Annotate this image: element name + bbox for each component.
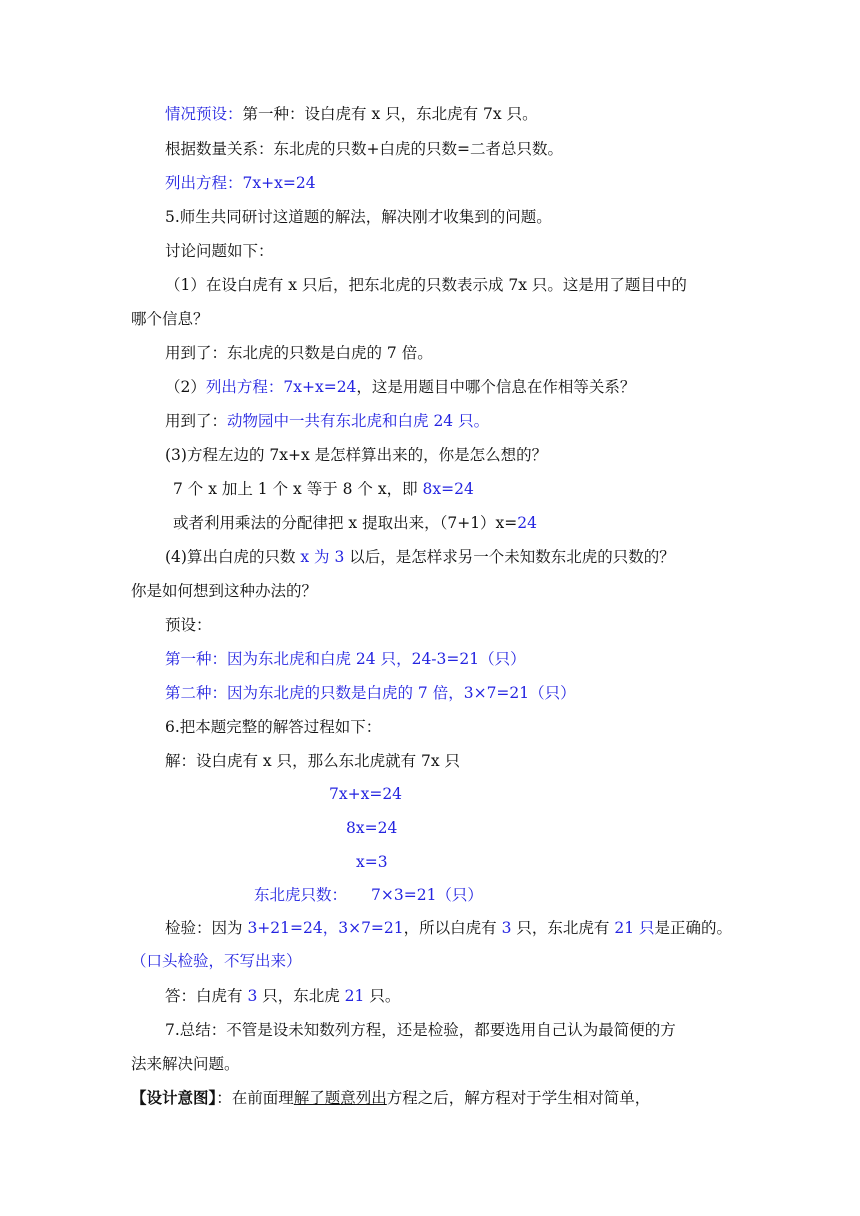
design-intent-label: 【设计意图】 [131, 1088, 217, 1107]
scenario-line [165, 103, 860, 125]
discussion-heading: 讨论问题如下： [165, 242, 274, 260]
quantity-relation-line: 根据数量关系：东北虎的只数+白虎的只数=二者总只数。 [165, 140, 563, 158]
solution-equation-3: x=3 [356, 853, 388, 871]
verification-note: （口头检验，不写出来） [131, 952, 302, 970]
question-1-line-2: 哪个信息？ [131, 310, 209, 328]
answer-2-info: 动物园中一共有东北虎和白虎 24 只。 [227, 412, 490, 430]
question-4-value: x 为 3 [300, 548, 345, 566]
equation-line [165, 172, 860, 194]
scenario-label: 情况预设： [165, 105, 243, 123]
answer-2-line: 用到了：动物园中一共有东北虎和白虎 24 只。 [165, 412, 490, 430]
method-1-line: 第一种：因为东北虎和白虎 24 只，24-3=21（只） [165, 650, 526, 668]
equation-text: 7x+x=24 [242, 174, 316, 192]
solution-result: 东北虎只数： 7×3=21（只） [254, 886, 483, 904]
method-2-line: 第二种：因为东北虎的只数是白虎的 7 倍，3×7=21（只） [165, 684, 576, 702]
solution-equation-1: 7x+x=24 [329, 785, 403, 803]
solution-intro: 解：设白虎有 x 只，那么东北虎就有 7x 只 [165, 752, 461, 770]
answer-3-equation: 8x=24 [422, 480, 474, 498]
solution-equation-2: 8x=24 [346, 819, 398, 837]
step-5-heading: 5.师生共同研讨这道题的解法，解决刚才收集到的问题。 [165, 208, 552, 226]
scenario-text: 第一种：设白虎有 x 只，东北虎有 7x 只。 [242, 105, 538, 123]
answer-3-line-2: 或者利用乘法的分配律把 x 提取出来，（7+1）x=24 [173, 514, 538, 532]
answer-3-line-1: 7 个 x 加上 1 个 x 等于 8 个 x，即 8x=24 [173, 480, 474, 498]
step-7-line-1: 7.总结：不管是设未知数列方程，还是检验，都要选用自己认为最简便的方 [165, 1021, 676, 1039]
equation-label: 列出方程： [165, 174, 243, 192]
underlined-phrase: 解了题意列出 [293, 1089, 387, 1107]
answer-1-line: 用到了：东北虎的只数是白虎的 7 倍。 [165, 344, 433, 362]
question-4-line-2: 你是如何想到这种办法的？ [131, 582, 318, 600]
question-4-line-1: (4)算出白虎的只数 x 为 3 以后，是怎样求另一个未知数东北虎的只数的？ [165, 548, 675, 566]
question-2-line: （2）列出方程：7x+x=24，这是用题目中哪个信息在作相等关系？ [165, 378, 636, 396]
design-intent-line: 【设计意图】：在前面理解了题意列出方程之后，解方程对于学生相对简单， [131, 1088, 651, 1107]
verification-line: 检验：因为 3+21=24，3×7=21，所以白虎有 3 只，东北虎有 21 只是正确的。 [165, 919, 733, 937]
answer-line: 答：白虎有 3 只，东北虎 21 只。 [165, 987, 401, 1005]
question-1-line-1: （1）在设白虎有 x 只后，把东北虎的只数表示成 7x 只。这是用了题目中的 [165, 276, 687, 294]
question-2-equation: 列出方程：7x+x=24 [205, 378, 357, 396]
step-6-heading: 6.把本题完整的解答过程如下： [165, 718, 382, 736]
question-3-line: (3)方程左边的 7x+x 是怎样算出来的，你是怎么想的？ [165, 446, 548, 464]
preset-heading: 预设： [165, 616, 212, 634]
step-7-line-2: 法来解决问题。 [131, 1055, 240, 1073]
